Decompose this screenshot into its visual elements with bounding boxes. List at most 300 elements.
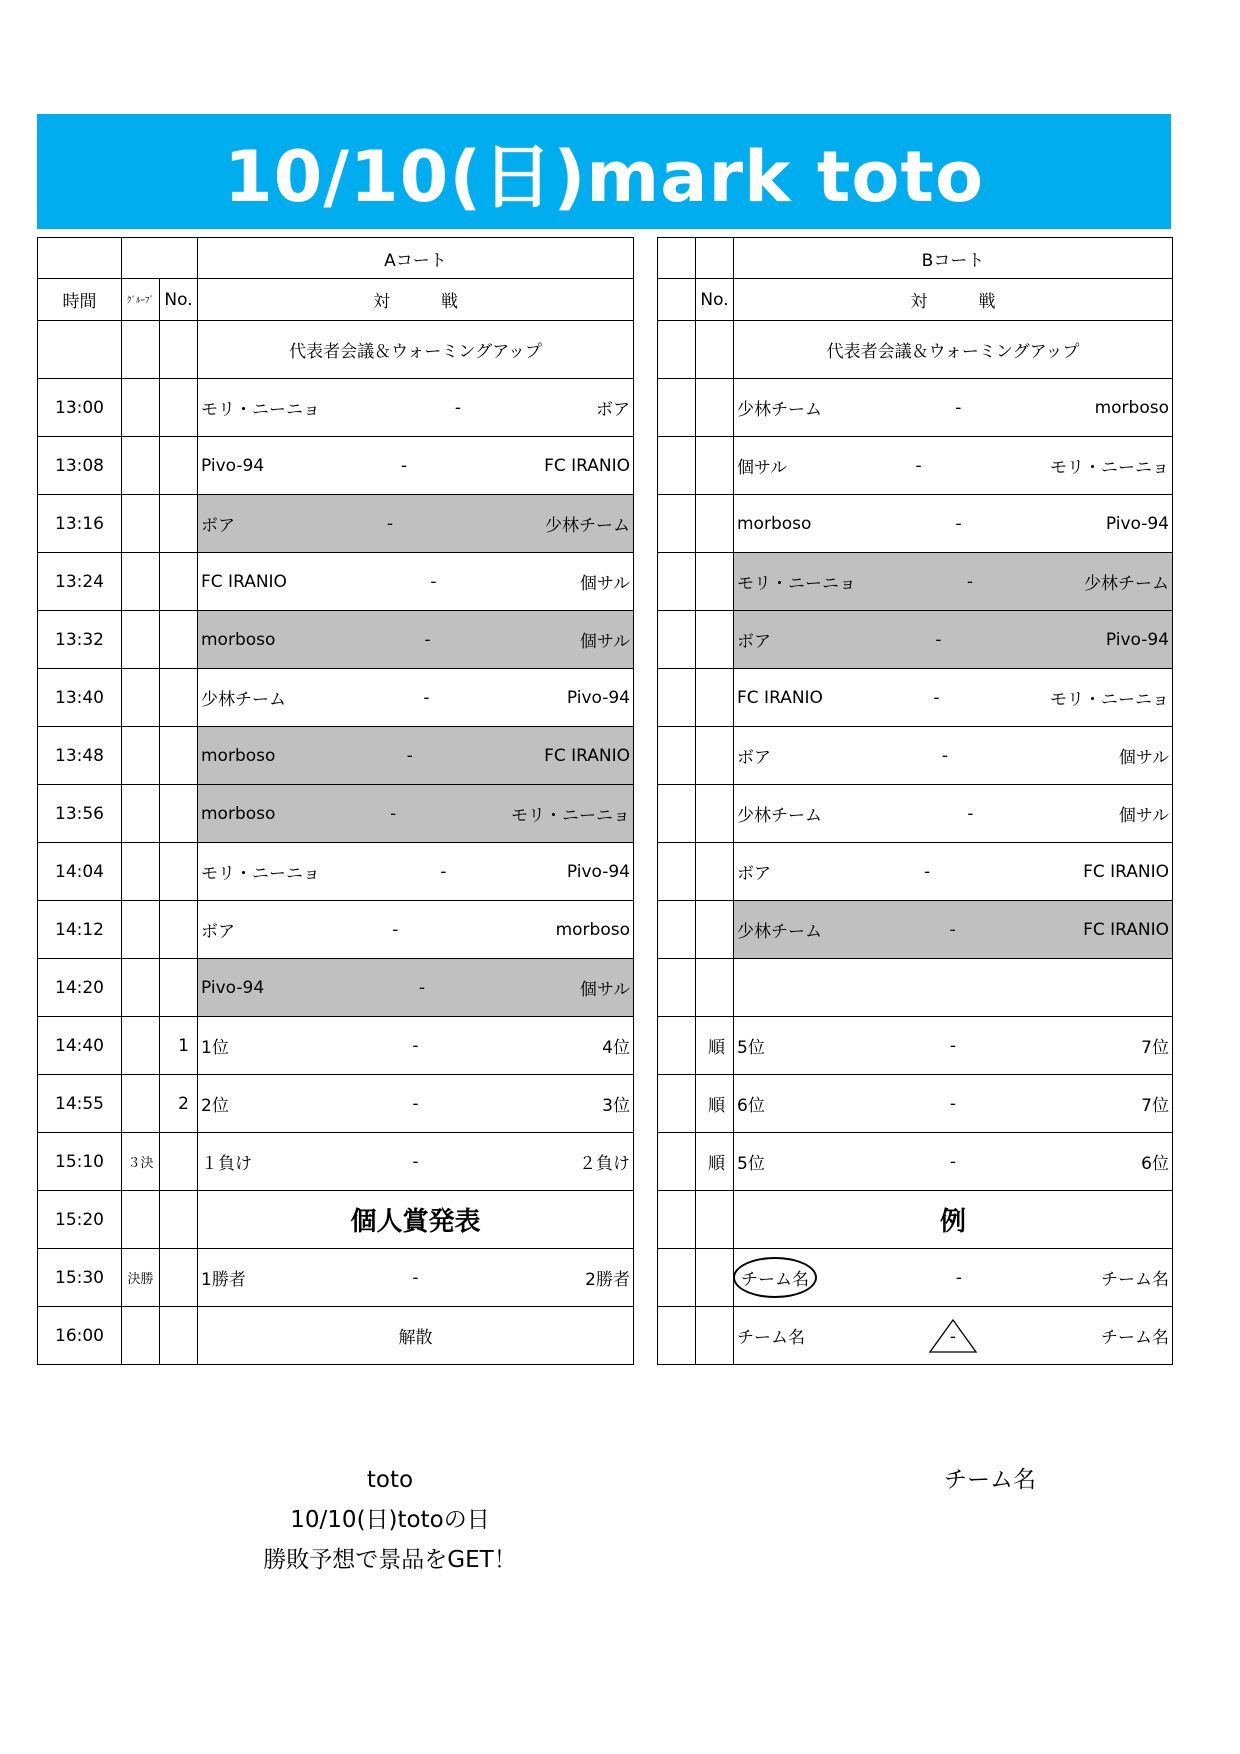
- match-cell: [734, 1133, 1173, 1191]
- group-cell: [122, 1017, 160, 1075]
- group-cell: ３決: [122, 1133, 160, 1191]
- no-cell: [696, 843, 734, 901]
- time-cell: 13:00: [38, 379, 122, 437]
- match: [734, 553, 1172, 610]
- blank-cell: [658, 1249, 696, 1307]
- schedule-row: [38, 785, 634, 843]
- match: [734, 437, 1172, 494]
- away-team: チーム名: [1101, 1270, 1169, 1290]
- match-cell: [734, 379, 1173, 437]
- match-cell: [198, 901, 634, 959]
- time-cell: 14:40: [38, 1017, 122, 1075]
- away-team: FC IRANIO: [544, 455, 630, 476]
- court-a-table: [37, 237, 634, 1365]
- schedule-row: [658, 379, 1173, 437]
- schedule-row: [658, 959, 1173, 1017]
- blank-cell: [160, 321, 198, 379]
- match-cell: [734, 1249, 1173, 1307]
- match-cell: [734, 1017, 1173, 1075]
- blank-cell: [696, 1191, 734, 1249]
- away-team: 少林チーム: [545, 516, 630, 536]
- match-cell: [734, 669, 1173, 727]
- schedule-row: [38, 379, 634, 437]
- blank-cell: [122, 238, 198, 279]
- footer-team-label: チーム名: [944, 1467, 1036, 1493]
- versus-dash: -: [418, 977, 426, 998]
- match-cell: [198, 959, 634, 1017]
- versus-dash: -: [412, 1267, 419, 1288]
- match: [734, 611, 1172, 668]
- time-cell: 13:08: [38, 437, 122, 495]
- match-cell: [198, 669, 634, 727]
- time-cell: 15:30: [38, 1249, 122, 1307]
- no-cell: [696, 553, 734, 611]
- versus-dash: -: [955, 1267, 963, 1288]
- example-triangle-row: [658, 1307, 1173, 1365]
- home-team: チーム名: [737, 1328, 805, 1348]
- schedule-row: [38, 437, 634, 495]
- match-cell: [734, 1307, 1173, 1365]
- blank-cell: [658, 553, 696, 611]
- example-label: 例: [734, 1191, 1173, 1249]
- schedule-row: [658, 611, 1173, 669]
- time-cell: 13:48: [38, 727, 122, 785]
- schedule-row: [38, 495, 634, 553]
- blank-cell: [658, 495, 696, 553]
- time-cell: 16:00: [38, 1307, 122, 1365]
- blank-cell: [658, 321, 696, 379]
- versus-dash: -: [454, 397, 462, 418]
- match: [198, 843, 633, 900]
- away-team: チーム名: [1101, 1328, 1169, 1348]
- schedule-row: [38, 553, 634, 611]
- match-cell: [734, 437, 1173, 495]
- away-team: 個サル: [579, 574, 630, 594]
- match: [734, 959, 1172, 1016]
- schedule-row: [38, 1133, 634, 1191]
- intro-cell: 代表者会議＆ウォーミングアップ: [734, 321, 1173, 379]
- footer-promo: [200, 1460, 580, 1580]
- schedule-row: [658, 1017, 1173, 1075]
- match: [198, 1017, 633, 1074]
- schedule-row: [658, 553, 1173, 611]
- match-cell: [198, 1133, 634, 1191]
- home-team: 5位: [737, 1154, 765, 1174]
- schedule-row: [658, 495, 1173, 553]
- time-cell: 14:04: [38, 843, 122, 901]
- time-cell: 13:16: [38, 495, 122, 553]
- no-cell: 2: [160, 1075, 198, 1133]
- away-team: 少林チーム: [1084, 574, 1169, 594]
- group-cell: [122, 1075, 160, 1133]
- home-team: morboso: [201, 803, 276, 824]
- match: [734, 669, 1172, 726]
- home-team: ボア: [201, 516, 235, 536]
- match: [734, 379, 1172, 436]
- match-cell: [198, 437, 634, 495]
- blank-cell: [658, 785, 696, 843]
- no-cell: 順: [696, 1017, 734, 1075]
- match: [198, 727, 633, 784]
- footer-team: [900, 1460, 1080, 1500]
- schedule-row: [38, 901, 634, 959]
- match-cell: [734, 727, 1173, 785]
- match: [198, 669, 633, 726]
- match: [198, 1249, 633, 1306]
- home-team: FC IRANIO: [201, 571, 287, 592]
- no-cell: [160, 1133, 198, 1191]
- blank-cell: [658, 1191, 696, 1249]
- award-row: [38, 1191, 634, 1249]
- schedule-row: [38, 727, 634, 785]
- schedule-row: [658, 437, 1173, 495]
- match: [734, 1017, 1172, 1074]
- match-cell: [198, 1249, 634, 1307]
- blank-cell: [658, 901, 696, 959]
- blank-cell: [696, 238, 734, 279]
- no-cell: 順: [696, 1133, 734, 1191]
- blank-cell: [658, 1017, 696, 1075]
- schedule-row: [38, 1017, 634, 1075]
- schedule-row: [658, 727, 1173, 785]
- blank-cell: [658, 727, 696, 785]
- match-cell: [734, 843, 1173, 901]
- away-team: 個サル: [1118, 806, 1169, 826]
- time-cell: 13:56: [38, 785, 122, 843]
- versus-dash: -: [955, 513, 962, 534]
- schedule-row: [38, 1075, 634, 1133]
- no-cell: [160, 495, 198, 553]
- home-team: 5位: [737, 1038, 765, 1058]
- match-cell: [734, 959, 1173, 1017]
- away-team: 3位: [602, 1096, 630, 1116]
- away-team: モリ・ニーニョ: [1050, 458, 1169, 478]
- away-team: 7位: [1141, 1096, 1169, 1116]
- versus-dash: -: [949, 1093, 957, 1114]
- court-a-title: Aコート: [198, 238, 634, 279]
- away-team: Pivo-94: [566, 861, 630, 882]
- match-cell: [198, 1017, 634, 1075]
- page-title: 10/10(日)mark toto: [223, 136, 985, 218]
- blank-cell: [38, 321, 122, 379]
- no-cell: [696, 669, 734, 727]
- no-cell: [160, 437, 198, 495]
- match: [734, 1307, 1172, 1364]
- blank-cell: [696, 1249, 734, 1307]
- match-header: 対 戦: [198, 279, 634, 321]
- home-team: ボア: [737, 864, 771, 884]
- no-cell: [696, 437, 734, 495]
- home-team: 少林チーム: [737, 806, 822, 826]
- match: [198, 379, 633, 436]
- match: [198, 1075, 633, 1132]
- away-team: 個サル: [579, 980, 630, 1000]
- home-team: morboso: [201, 629, 276, 650]
- blank-cell: [658, 279, 696, 321]
- no-cell: 順: [696, 1075, 734, 1133]
- match-cell: [198, 495, 634, 553]
- no-cell: [160, 669, 198, 727]
- away-team: FC IRANIO: [544, 745, 630, 766]
- group-cell: [122, 553, 160, 611]
- home-team: 個サル: [737, 458, 788, 478]
- versus-dash: -: [915, 455, 922, 476]
- match-cell: [734, 495, 1173, 553]
- no-cell: [160, 553, 198, 611]
- home-team: morboso: [737, 513, 812, 534]
- schedule-row: [658, 901, 1173, 959]
- triangle-icon: [928, 1318, 978, 1354]
- match: [198, 437, 633, 494]
- no-cell: [160, 843, 198, 901]
- home-team: 1位: [201, 1038, 229, 1058]
- footer-line-1: toto: [366, 1467, 414, 1493]
- away-team: モリ・ニーニョ: [511, 806, 630, 826]
- versus-dash: -: [949, 1035, 957, 1056]
- versus-dash: -: [412, 1093, 419, 1114]
- blank-cell: [122, 321, 160, 379]
- no-cell: [160, 611, 198, 669]
- time-cell: 14:20: [38, 959, 122, 1017]
- match-cell: [734, 1075, 1173, 1133]
- home-team: 6位: [737, 1096, 765, 1116]
- match: [734, 727, 1172, 784]
- time-cell: 13:24: [38, 553, 122, 611]
- no-cell: 1: [160, 1017, 198, 1075]
- blank-cell: [696, 1307, 734, 1365]
- group-header: ｸﾞﾙｰﾌﾟ: [122, 279, 160, 321]
- schedule-row: [658, 843, 1173, 901]
- group-cell: [122, 437, 160, 495]
- away-team: 4位: [602, 1038, 630, 1058]
- blank-cell: [38, 238, 122, 279]
- schedule-row: [38, 611, 634, 669]
- versus-dash: -: [923, 861, 931, 882]
- no-cell: [160, 727, 198, 785]
- no-cell: [696, 379, 734, 437]
- match-header: 対 戦: [734, 279, 1173, 321]
- intro-cell: 代表者会議＆ウォーミングアップ: [198, 321, 634, 379]
- match: [734, 495, 1172, 552]
- versus-dash: -: [430, 571, 437, 592]
- home-team: 1勝者: [201, 1270, 246, 1290]
- match-cell: [734, 611, 1173, 669]
- schedule-row: [658, 785, 1173, 843]
- blank-cell: [658, 1133, 696, 1191]
- title-banner: [37, 114, 1171, 229]
- match: [734, 1075, 1172, 1132]
- home-team: morboso: [201, 745, 276, 766]
- blank-cell: [658, 1307, 696, 1365]
- blank-cell: [658, 379, 696, 437]
- award-label: 個人賞発表: [198, 1191, 634, 1249]
- no-cell: [696, 959, 734, 1017]
- blank-cell: [696, 321, 734, 379]
- away-team: morboso: [1094, 397, 1169, 418]
- group-cell: [122, 1191, 160, 1249]
- versus-dash: -: [401, 455, 408, 476]
- away-team: 2勝者: [585, 1270, 630, 1290]
- home-team: 少林チーム: [737, 400, 822, 420]
- no-cell: [160, 1307, 198, 1365]
- blank-cell: [658, 437, 696, 495]
- group-cell: 決勝: [122, 1249, 160, 1307]
- home-team: チーム名: [734, 1257, 818, 1298]
- versus-dash: -: [949, 1151, 957, 1172]
- group-cell: [122, 785, 160, 843]
- group-cell: [122, 959, 160, 1017]
- footer-line-2: 10/10(日)totoの日: [290, 1507, 490, 1533]
- blank-cell: [658, 669, 696, 727]
- group-cell: [122, 1307, 160, 1365]
- home-team: １負け: [201, 1154, 252, 1174]
- no-cell: [160, 379, 198, 437]
- versus-dash: -: [390, 803, 397, 824]
- court-b-title: Bコート: [734, 238, 1173, 279]
- footer-line-3: 勝敗予想で景品をGET！: [263, 1547, 517, 1573]
- blank-cell: [658, 1075, 696, 1133]
- no-cell: [160, 785, 198, 843]
- versus-dash: -: [949, 919, 956, 940]
- schedule-row: [658, 1133, 1173, 1191]
- versus-dash: -: [440, 861, 447, 882]
- home-team: モリ・ニーニョ: [201, 400, 320, 420]
- match-cell: [198, 1075, 634, 1133]
- match-cell: [198, 611, 634, 669]
- versus-dash: -: [386, 513, 394, 534]
- match: [198, 959, 633, 1016]
- time-cell: 13:32: [38, 611, 122, 669]
- away-team: ボア: [596, 400, 630, 420]
- group-cell: [122, 669, 160, 727]
- match: [734, 1133, 1172, 1190]
- match-cell: [734, 785, 1173, 843]
- group-cell: [122, 611, 160, 669]
- versus-dash: -: [966, 571, 974, 592]
- time-cell: 14:55: [38, 1075, 122, 1133]
- schedule-row: [658, 669, 1173, 727]
- time-header: 時間: [38, 279, 122, 321]
- blank-cell: [658, 611, 696, 669]
- no-cell: [696, 495, 734, 553]
- time-cell: 15:10: [38, 1133, 122, 1191]
- blank-cell: [658, 238, 696, 279]
- example-circle-row: [658, 1249, 1173, 1307]
- home-team: FC IRANIO: [737, 687, 823, 708]
- no-cell: [160, 1191, 198, 1249]
- versus-dash: -: [967, 803, 974, 824]
- schedule-row: [38, 959, 634, 1017]
- blank-cell: [658, 959, 696, 1017]
- court-b-table: [657, 237, 1173, 1365]
- home-team: 2位: [201, 1096, 229, 1116]
- final-row: [38, 1249, 634, 1307]
- no-cell: [160, 901, 198, 959]
- group-cell: [122, 901, 160, 959]
- away-team: Pivo-94: [1105, 513, 1169, 534]
- match: [734, 901, 1172, 958]
- blank-cell: [658, 843, 696, 901]
- home-team: ボア: [737, 632, 771, 652]
- no-cell: [696, 785, 734, 843]
- schedule-row: [38, 843, 634, 901]
- away-team: モリ・ニーニョ: [1050, 690, 1169, 710]
- away-team: Pivo-94: [1105, 629, 1169, 650]
- match-cell: [198, 843, 634, 901]
- versus-dash: -: [949, 1326, 957, 1347]
- home-team: モリ・ニーニョ: [737, 574, 856, 594]
- match: [198, 901, 633, 958]
- away-team: morboso: [555, 919, 630, 940]
- versus-dash: -: [412, 1035, 419, 1056]
- home-team: モリ・ニーニョ: [201, 864, 320, 884]
- versus-dash: -: [424, 629, 431, 650]
- versus-dash: -: [935, 629, 942, 650]
- versus-dash: -: [412, 1151, 419, 1172]
- match-cell: [198, 785, 634, 843]
- match: [198, 785, 633, 842]
- example-label-row: [658, 1191, 1173, 1249]
- no-header: No.: [696, 279, 734, 321]
- schedule-row: [38, 669, 634, 727]
- home-team: ボア: [201, 922, 235, 942]
- no-cell: [696, 611, 734, 669]
- no-cell: [696, 901, 734, 959]
- dismiss-row: [38, 1307, 634, 1365]
- no-cell: [160, 959, 198, 1017]
- away-team: ２負け: [579, 1154, 630, 1174]
- match-cell: [198, 553, 634, 611]
- match: [198, 1133, 633, 1190]
- dismiss-label: 解散: [198, 1307, 634, 1365]
- home-team: ボア: [737, 748, 771, 768]
- match: [734, 843, 1172, 900]
- away-team: Pivo-94: [566, 687, 630, 708]
- versus-dash: -: [392, 919, 399, 940]
- home-team: Pivo-94: [201, 977, 265, 998]
- versus-dash: -: [941, 745, 948, 766]
- match: [734, 1249, 1172, 1306]
- away-team: FC IRANIO: [1083, 861, 1169, 882]
- versus-dash: -: [955, 397, 962, 418]
- schedule-row: [658, 1075, 1173, 1133]
- match: [198, 553, 633, 610]
- no-cell: [696, 727, 734, 785]
- home-team: 少林チーム: [737, 922, 822, 942]
- versus-dash: -: [933, 687, 940, 708]
- match: [198, 495, 633, 552]
- time-cell: 14:12: [38, 901, 122, 959]
- away-team: 6位: [1141, 1154, 1169, 1174]
- versus-dash: -: [423, 687, 430, 708]
- no-cell: [160, 1249, 198, 1307]
- match-cell: [198, 727, 634, 785]
- away-team: 7位: [1141, 1038, 1169, 1058]
- group-cell: [122, 843, 160, 901]
- home-team: 少林チーム: [201, 690, 286, 710]
- match: [734, 785, 1172, 842]
- match: [198, 611, 633, 668]
- time-cell: 13:40: [38, 669, 122, 727]
- group-cell: [122, 727, 160, 785]
- match-cell: [734, 553, 1173, 611]
- group-cell: [122, 379, 160, 437]
- match-cell: [198, 379, 634, 437]
- versus-dash: -: [406, 745, 413, 766]
- group-cell: [122, 495, 160, 553]
- home-team: Pivo-94: [201, 455, 265, 476]
- away-team: 個サル: [579, 632, 630, 652]
